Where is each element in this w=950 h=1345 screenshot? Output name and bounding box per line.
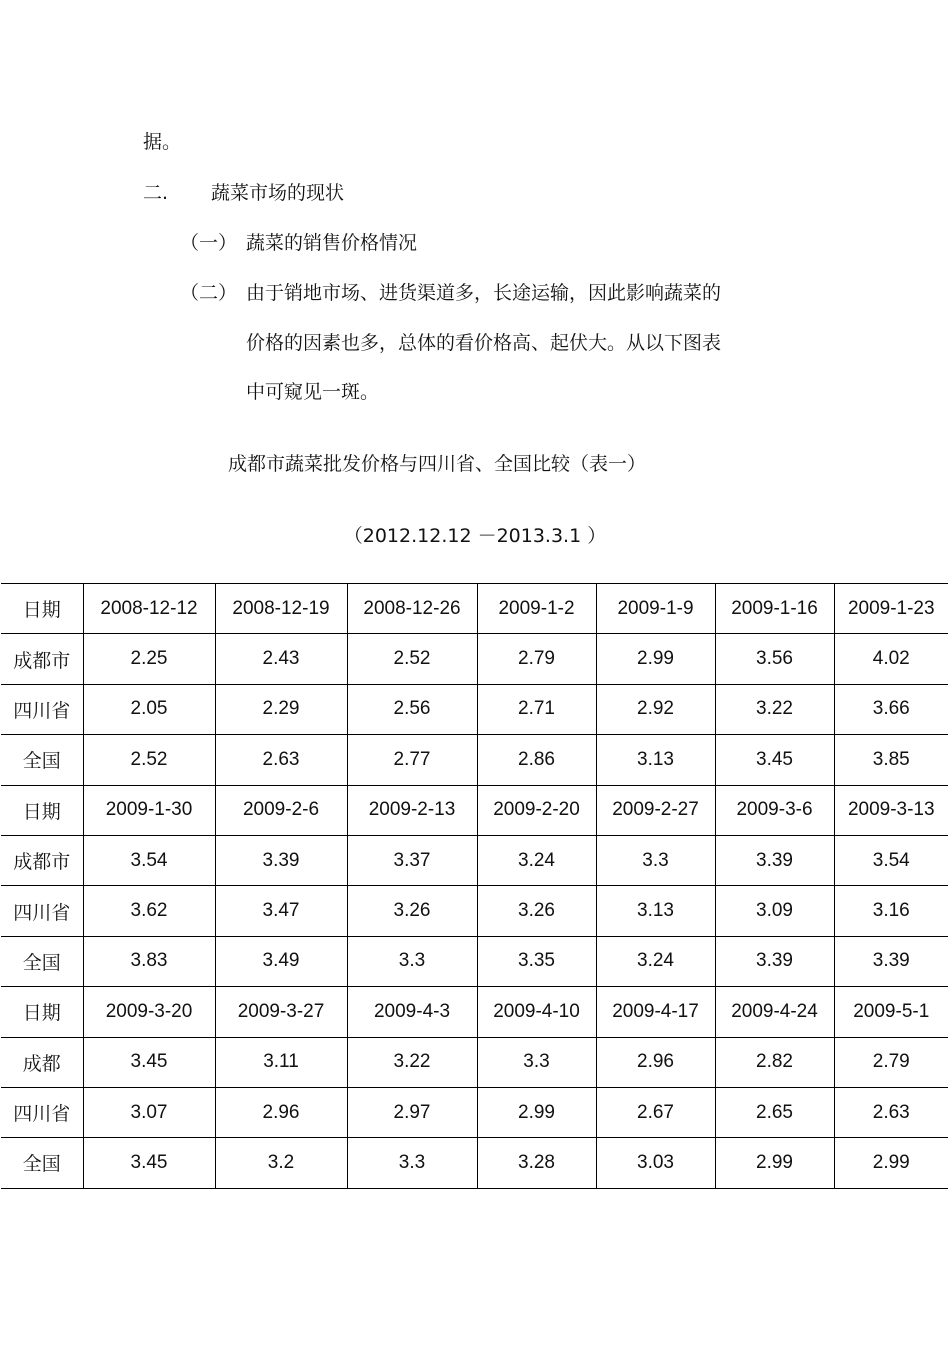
price-cell: 3.49 <box>215 936 347 986</box>
price-cell: 3.37 <box>347 835 477 885</box>
price-cell: 3.2 <box>215 1138 347 1188</box>
date-cell: 2008-12-26 <box>347 584 477 634</box>
table-row <box>1 634 948 684</box>
price-cell: 3.39 <box>715 835 834 885</box>
date-cell: 2009-1-30 <box>83 785 215 835</box>
price-cell: 3.24 <box>477 835 596 885</box>
row-label: 四川省 <box>1 684 83 734</box>
price-cell: 2.99 <box>596 634 715 684</box>
price-cell: 3.45 <box>83 1037 215 1087</box>
price-cell: 2.92 <box>596 684 715 734</box>
price-cell: 2.52 <box>83 735 215 785</box>
date-cell: 2009-2-27 <box>596 785 715 835</box>
table-row <box>1 886 948 936</box>
item-1-marker: （一） <box>180 232 238 254</box>
price-comparison-table <box>1 583 948 1189</box>
price-cell: 3.83 <box>83 936 215 986</box>
table-row <box>1 684 948 734</box>
date-cell: 2009-4-17 <box>596 987 715 1037</box>
price-cell: 2.56 <box>347 684 477 734</box>
price-cell: 2.29 <box>215 684 347 734</box>
row-label: 四川省 <box>1 886 83 936</box>
row-label: 日期 <box>1 584 83 634</box>
price-cell: 2.05 <box>83 684 215 734</box>
price-cell: 3.22 <box>715 684 834 734</box>
price-cell: 2.99 <box>477 1087 596 1137</box>
price-cell: 3.45 <box>83 1138 215 1188</box>
price-cell: 2.71 <box>477 684 596 734</box>
table-period: （2012.12.12 －2013.3.1 ） <box>343 525 607 547</box>
row-label: 成都 <box>1 1037 83 1087</box>
price-cell: 3.26 <box>477 886 596 936</box>
price-cell: 2.63 <box>215 735 347 785</box>
row-label: 成都市 <box>1 634 83 684</box>
price-cell: 3.35 <box>477 936 596 986</box>
price-cell: 2.79 <box>477 634 596 684</box>
price-cell: 3.39 <box>715 936 834 986</box>
price-cell: 2.25 <box>83 634 215 684</box>
price-cell: 2.67 <box>596 1087 715 1137</box>
date-cell: 2009-3-20 <box>83 987 215 1037</box>
date-cell: 2009-3-13 <box>834 785 948 835</box>
row-label: 四川省 <box>1 1087 83 1137</box>
price-cell: 3.66 <box>834 684 948 734</box>
item-2-marker: （二） <box>180 282 238 304</box>
price-cell: 3.54 <box>83 835 215 885</box>
date-cell: 2009-1-9 <box>596 584 715 634</box>
item-1-text: 蔬菜的销售价格情况 <box>246 232 418 254</box>
paragraph-tail: 据。 <box>143 131 182 153</box>
row-label: 全国 <box>1 1138 83 1188</box>
price-cell: 3.39 <box>215 835 347 885</box>
price-cell: 3.03 <box>596 1138 715 1188</box>
date-cell: 2008-12-12 <box>83 584 215 634</box>
price-cell: 2.97 <box>347 1087 477 1137</box>
date-header-row <box>1 584 948 634</box>
date-cell: 2009-4-24 <box>715 987 834 1037</box>
price-cell: 3.3 <box>347 1138 477 1188</box>
price-cell: 3.28 <box>477 1138 596 1188</box>
price-cell: 2.52 <box>347 634 477 684</box>
price-cell: 3.3 <box>596 835 715 885</box>
price-cell: 3.54 <box>834 835 948 885</box>
date-cell: 2009-2-20 <box>477 785 596 835</box>
date-cell: 2009-1-23 <box>834 584 948 634</box>
date-cell: 2009-2-6 <box>215 785 347 835</box>
date-cell: 2009-1-2 <box>477 584 596 634</box>
price-cell: 2.63 <box>834 1087 948 1137</box>
date-cell: 2009-3-6 <box>715 785 834 835</box>
price-cell: 2.99 <box>715 1138 834 1188</box>
row-label: 日期 <box>1 785 83 835</box>
date-header-row <box>1 785 948 835</box>
price-cell: 3.22 <box>347 1037 477 1087</box>
price-cell: 2.96 <box>215 1087 347 1137</box>
section-number: 二. <box>143 182 169 204</box>
price-cell: 2.79 <box>834 1037 948 1087</box>
row-label: 成都市 <box>1 835 83 885</box>
price-cell: 3.62 <box>83 886 215 936</box>
section-heading: 蔬菜市场的现状 <box>211 182 345 204</box>
table-row <box>1 735 948 785</box>
price-cell: 3.13 <box>596 735 715 785</box>
price-cell: 2.82 <box>715 1037 834 1087</box>
price-cell: 3.09 <box>715 886 834 936</box>
price-cell: 4.02 <box>834 634 948 684</box>
price-cell: 3.45 <box>715 735 834 785</box>
table-row <box>1 1087 948 1137</box>
date-cell: 2009-4-10 <box>477 987 596 1037</box>
table-row <box>1 1037 948 1087</box>
item-2-text-line-3: 中可窥见一斑。 <box>246 381 380 403</box>
date-cell: 2009-5-1 <box>834 987 948 1037</box>
row-label: 全国 <box>1 936 83 986</box>
date-cell: 2009-3-27 <box>215 987 347 1037</box>
date-cell: 2009-4-3 <box>347 987 477 1037</box>
table-row <box>1 936 948 986</box>
row-label: 全国 <box>1 735 83 785</box>
price-cell: 2.96 <box>596 1037 715 1087</box>
price-cell: 2.86 <box>477 735 596 785</box>
price-cell: 2.43 <box>215 634 347 684</box>
price-cell: 2.99 <box>834 1138 948 1188</box>
price-cell: 2.77 <box>347 735 477 785</box>
date-cell: 2008-12-19 <box>215 584 347 634</box>
date-header-row <box>1 987 948 1037</box>
row-label: 日期 <box>1 987 83 1037</box>
price-cell: 3.07 <box>83 1087 215 1137</box>
price-cell: 3.47 <box>215 886 347 936</box>
price-cell: 3.56 <box>715 634 834 684</box>
price-cell: 3.16 <box>834 886 948 936</box>
table-row <box>1 1138 948 1188</box>
table-caption: 成都市蔬菜批发价格与四川省、全国比较（表一） <box>228 453 647 475</box>
price-cell: 3.39 <box>834 936 948 986</box>
table-row <box>1 835 948 885</box>
price-cell: 2.65 <box>715 1087 834 1137</box>
item-2-text-line-2: 价格的因素也多，总体的看价格高、起伏大。从以下图表 <box>246 332 722 354</box>
item-2-text-line-1: 由于销地市场、进货渠道多，长途运输，因此影响蔬菜的 <box>246 282 722 304</box>
date-cell: 2009-2-13 <box>347 785 477 835</box>
price-cell: 3.24 <box>596 936 715 986</box>
price-cell: 3.3 <box>477 1037 596 1087</box>
price-cell: 3.85 <box>834 735 948 785</box>
price-cell: 3.11 <box>215 1037 347 1087</box>
date-cell: 2009-1-16 <box>715 584 834 634</box>
price-cell: 3.3 <box>347 936 477 986</box>
price-cell: 3.26 <box>347 886 477 936</box>
price-cell: 3.13 <box>596 886 715 936</box>
